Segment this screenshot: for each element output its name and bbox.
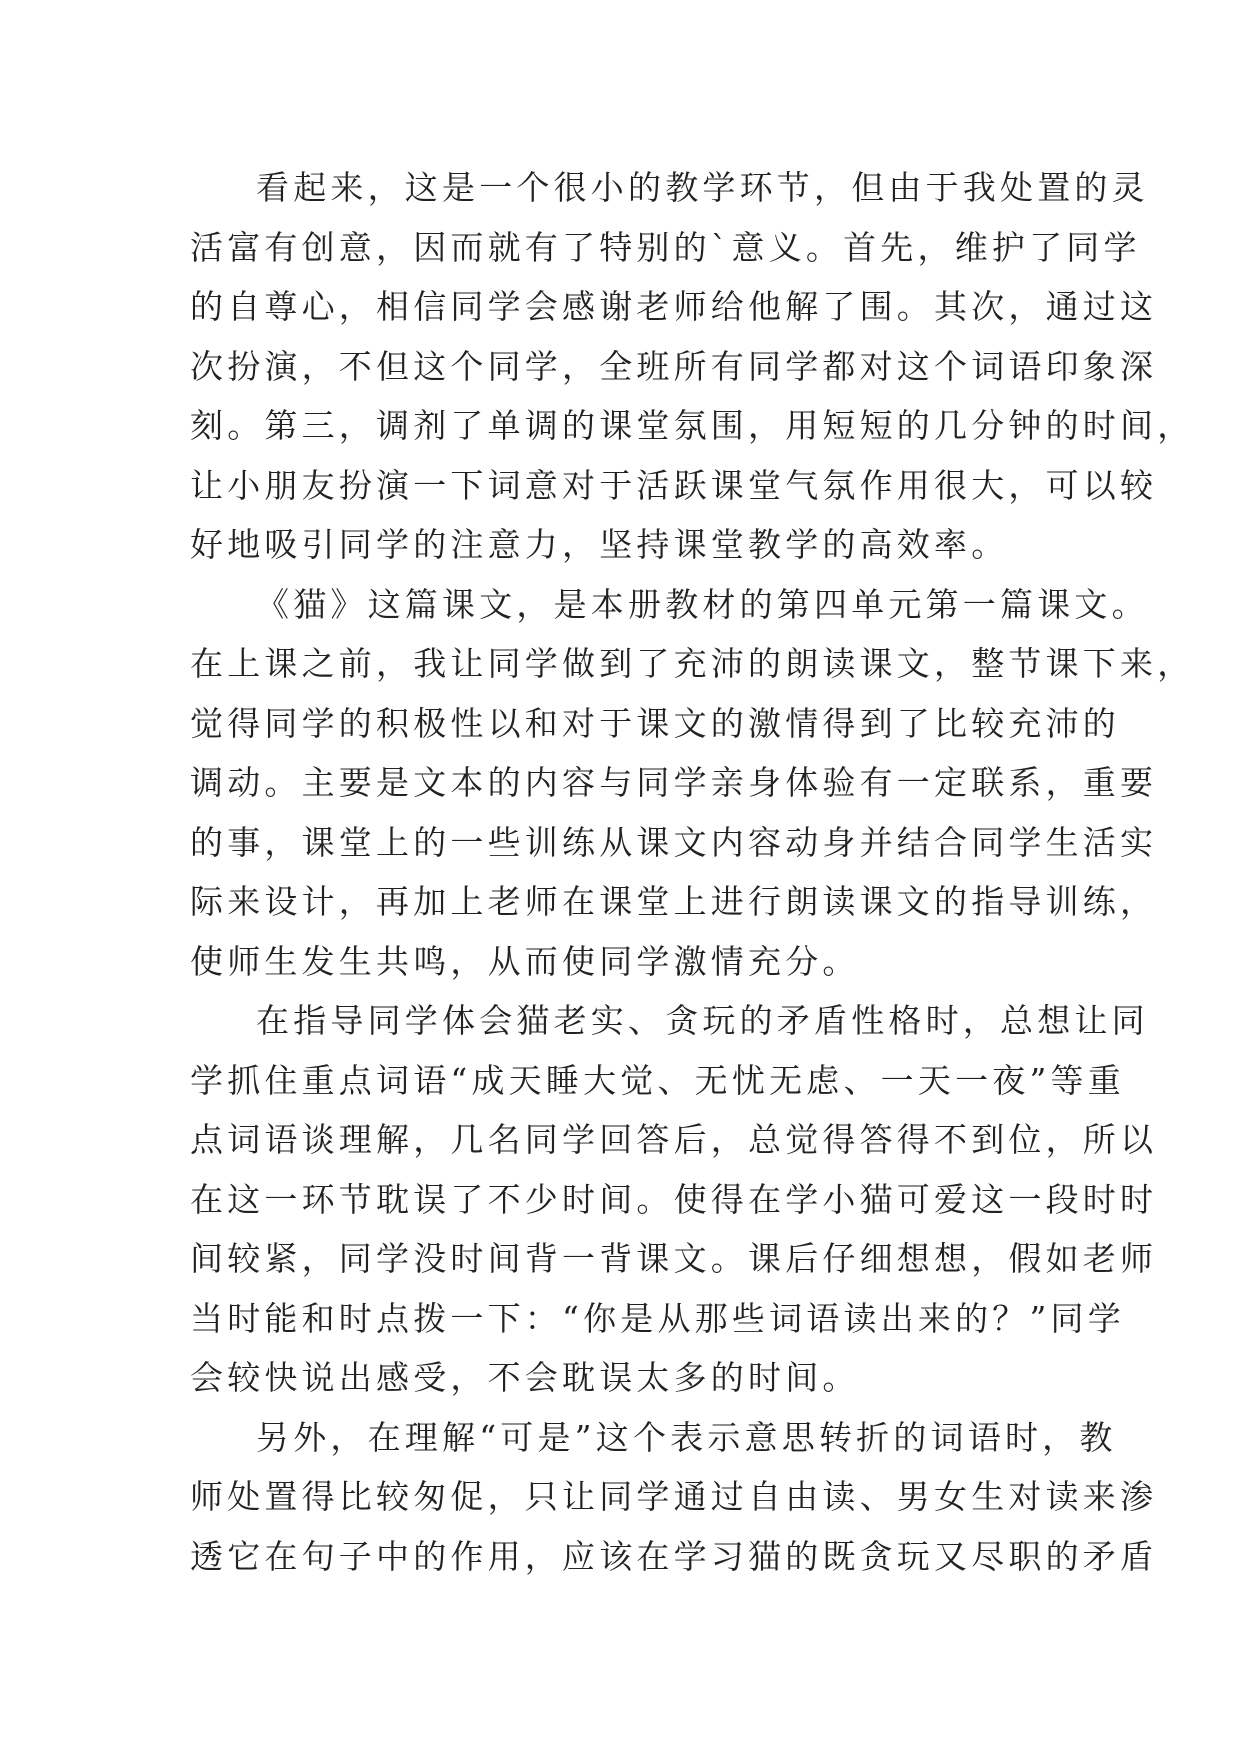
text-line: 好地吸引同学的注意力，坚持课堂教学的高效率。 [190, 525, 1009, 564]
text-line: 透它在句子中的作用，应该在学习猫的既贪玩又尽职的矛盾 [190, 1536, 1158, 1576]
text-line: 间较紧，同学没时间背一背课文。课后仔细想想，假如老师 [190, 1239, 1158, 1278]
text-line: 觉得同学的积极性以和对于课文的激情得到了比较充沛的 [190, 703, 1120, 743]
text-line: 际来设计，再加上老师在课堂上进行朗读课文的指导训练， [190, 882, 1158, 921]
text-line: 另外，在理解“可是”这个表示意思转折的词语时，教 [256, 1417, 1117, 1457]
text-line: 学抓住重点词语“成天睡大觉、无忧无虑、一天一夜”等重 [190, 1060, 1125, 1100]
text-line: 当时能和时点拨一下：“你是从那些词语读出来的？”同学 [190, 1298, 1125, 1338]
text-line: 在指导同学体会猫老实、贪玩的矛盾性格时，总想让同 [256, 1001, 1149, 1040]
text-line: 刻。第三，调剂了单调的课堂氛围，用短短的几分钟的时间， [190, 406, 1195, 445]
text-line: 点词语谈理解，几名同学回答后，总觉得答得不到位，所以 [190, 1120, 1158, 1159]
paragraph [190, 575, 1195, 992]
text-line: 师处置得比较匆促，只让同学通过自由读、男女生对读来渗 [190, 1477, 1158, 1516]
document-body [190, 158, 1195, 1586]
text-line: 调动。主要是文本的内容与同学亲身体验有一定联系，重要 [190, 763, 1158, 802]
text-line: 的事，课堂上的一些训练从课文内容动身并结合同学生活实 [190, 822, 1158, 862]
text-line: 在这一环节耽误了不少时间。使得在学小猫可爱这一段时时 [190, 1179, 1158, 1219]
paragraph [190, 1408, 1158, 1587]
text-line: 《猫》这篇课文，是本册教材的第四单元第一篇课文。 [256, 584, 1149, 624]
text-line: 看起来，这是一个很小的教学环节，但由于我处置的灵 [256, 168, 1149, 207]
paragraph [190, 158, 1195, 575]
text-line: 次扮演，不但这个同学，全班所有同学都对这个词语印象深 [190, 346, 1158, 386]
text-line: 会较快说出感受，不会耽误太多的时间。 [190, 1358, 860, 1397]
paragraph [190, 991, 1158, 1408]
text-line: 让小朋友扮演一下词意对于活跃课堂气氛作用很大，可以较 [190, 465, 1158, 505]
text-line: 活富有创意，因而就有了特别的`意义。首先，维护了同学 [190, 227, 1141, 267]
text-line: 在上课之前，我让同学做到了充沛的朗读课文，整节课下来， [190, 644, 1195, 683]
text-line: 使师生发生共鸣，从而使同学激情充分。 [190, 941, 860, 981]
text-line: 的自尊心，相信同学会感谢老师给他解了围。其次，通过这 [190, 287, 1158, 326]
